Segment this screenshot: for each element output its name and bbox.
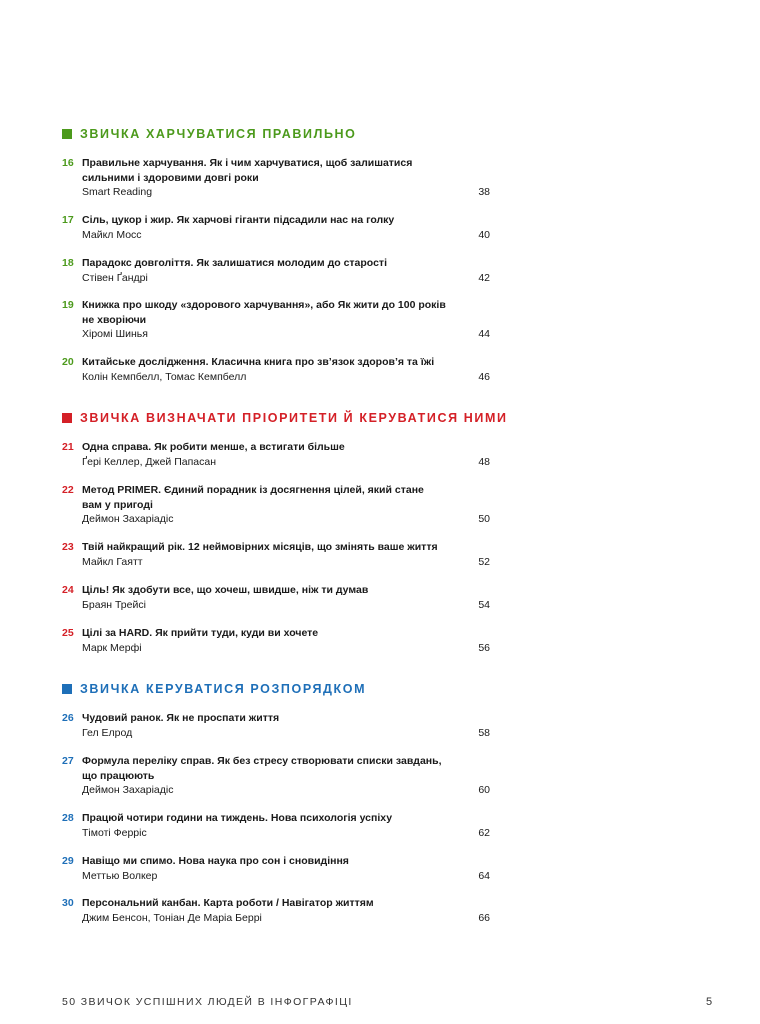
section-square-icon — [62, 129, 72, 139]
entry-author: Деймон Захаріадіс — [82, 513, 174, 525]
entry-author: Деймон Захаріадіс — [82, 784, 174, 796]
entry-number: 25 — [62, 627, 74, 639]
entry-page: 50 — [478, 513, 490, 525]
entry-author: Браян Трейсі — [82, 598, 146, 611]
entry-title-line: Метод PRIMER. Єдиний порадник із досягнення цілей, який стане — [82, 484, 424, 496]
entry-title-line: Персональний канбан. Карта роботи / Навігатор життям — [82, 897, 374, 909]
entry-author: Майкл Гаятт — [82, 555, 143, 568]
section-header — [62, 408, 508, 428]
entry-title-line: Сіль, цукор і жир. Як харчові гіганти підсадили нас на голку — [82, 214, 395, 226]
entry-title-line: Китайське дослідження. Класична книга про зв’язок здоров’я та їжі — [82, 356, 435, 368]
entry-author: Колін Кемпбелл, Томас Кемпбелл — [82, 370, 247, 383]
entry-number: 26 — [62, 712, 74, 724]
entry-page: 54 — [478, 598, 490, 611]
entry-page: 48 — [478, 455, 490, 468]
entry-page: 42 — [478, 271, 490, 284]
entry-page: 62 — [478, 826, 490, 839]
entry-number: 27 — [62, 755, 74, 767]
toc-entry[interactable] — [62, 298, 490, 342]
entry-title-line: Книжка про шкоду «здорового харчування», або Як жити до 100 років — [82, 299, 446, 311]
entry-title-line: сильними і здоровими довгі роки — [82, 171, 259, 184]
section-header — [62, 124, 502, 144]
entry-title-line: Навіщо ми спимо. Нова наука про сон і сновидіння — [82, 855, 349, 867]
entry-title-line: Формула переліку справ. Як без стресу створювати списки завдань, — [82, 755, 442, 767]
entry-number: 20 — [62, 356, 74, 368]
entry-page: 66 — [478, 911, 490, 924]
section-title: ЗВИЧКА КЕРУВАТИСЯ РОЗПОРЯДКОМ — [80, 682, 367, 696]
entry-title-line: Одна справа. Як робити менше, а встигати більше — [82, 441, 345, 453]
toc-entry[interactable] — [62, 754, 490, 798]
section-title: ЗВИЧКА ВИЗНАЧАТИ ПРІОРИТЕТИ Й КЕРУВАТИСЯ НИМИ — [80, 411, 508, 425]
entry-title-line: Правильне харчування. Як і чим харчуватися, щоб залишатися — [82, 157, 413, 169]
entry-page: 44 — [478, 328, 490, 340]
entry-title-line: Парадокс довголіття. Як залишатися молодим до старості — [82, 257, 387, 269]
toc-entry[interactable] — [62, 540, 490, 569]
entry-title-line: не хворіючи — [82, 313, 147, 326]
entry-title-line: Ціль! Як здобути все, що хочеш, швидше, ніж ти думав — [82, 584, 369, 596]
entry-author: Хіромі Шинья — [82, 328, 148, 340]
entry-number: 30 — [62, 897, 74, 909]
entry-number: 18 — [62, 257, 74, 269]
entry-page: 46 — [478, 370, 490, 383]
toc-entry[interactable] — [62, 896, 490, 925]
entry-number: 23 — [62, 541, 74, 553]
entry-author: Стівен Ґандрі — [82, 271, 148, 284]
entry-number: 28 — [62, 812, 74, 824]
toc-entry[interactable] — [62, 811, 490, 840]
section-square-icon — [62, 684, 72, 694]
entry-author: Майкл Мосс — [82, 228, 142, 241]
entry-title-line: вам у пригоді — [82, 498, 153, 511]
entry-title-line: Цілі за HARD. Як прийти туди, куди ви хочете — [82, 627, 319, 639]
toc-entry[interactable] — [62, 854, 490, 883]
entry-author: Марк Мерфі — [82, 641, 142, 654]
section-title: ЗВИЧКА ХАРЧУВАТИСЯ ПРАВИЛЬНО — [80, 127, 357, 141]
entry-number: 19 — [62, 299, 74, 311]
entry-author: Джим Бенсон, Тоніан Де Маріа Беррі — [82, 911, 262, 924]
entry-author: Ґері Келлер, Джей Папасан — [82, 455, 216, 468]
toc-entry[interactable] — [62, 156, 490, 200]
toc-entry[interactable] — [62, 626, 490, 655]
toc-entry[interactable] — [62, 583, 490, 612]
entry-author: Smart Reading — [82, 186, 153, 198]
footer-page-number: 5 — [706, 996, 713, 1008]
entry-author: Тімоті Ферріс — [82, 826, 147, 839]
section-routine — [62, 679, 502, 924]
entry-author: Гел Елрод — [82, 726, 133, 739]
entry-page: 60 — [478, 784, 490, 796]
toc-entry[interactable] — [62, 256, 490, 285]
section-header — [62, 679, 502, 699]
entry-number: 17 — [62, 214, 74, 226]
entry-page: 38 — [478, 186, 490, 198]
section-priorities — [62, 408, 508, 654]
toc-entry[interactable] — [62, 440, 490, 469]
entry-number: 16 — [62, 157, 74, 169]
entry-number: 21 — [62, 441, 74, 453]
entry-author: Меттью Волкер — [82, 869, 158, 882]
entry-title-line: Твій найкращий рік. 12 неймовірних місяців, що змінять ваше життя — [82, 541, 438, 553]
entry-title-line: що працюють — [82, 769, 155, 782]
entry-page: 52 — [478, 555, 490, 568]
toc-entry[interactable] — [62, 213, 490, 242]
entry-number: 29 — [62, 855, 74, 867]
footer-book-title: 50 ЗВИЧОК УСПІШНИХ ЛЮДЕЙ В ІНФОГРАФІЦІ — [62, 996, 353, 1008]
toc-entry[interactable] — [62, 355, 490, 384]
section-nutrition — [62, 124, 502, 383]
entry-number: 24 — [62, 584, 74, 596]
toc-entry[interactable] — [62, 483, 490, 527]
entry-page: 56 — [478, 641, 490, 654]
section-square-icon — [62, 413, 72, 423]
entry-title-line: Працюй чотири години на тиждень. Нова психологія успіху — [82, 812, 393, 824]
toc-entry[interactable] — [62, 711, 490, 740]
entry-number: 22 — [62, 484, 74, 496]
entry-title-line: Чудовий ранок. Як не проспати життя — [82, 712, 280, 724]
entry-page: 40 — [478, 228, 490, 241]
entry-page: 64 — [478, 869, 490, 882]
entry-page: 58 — [478, 726, 490, 739]
